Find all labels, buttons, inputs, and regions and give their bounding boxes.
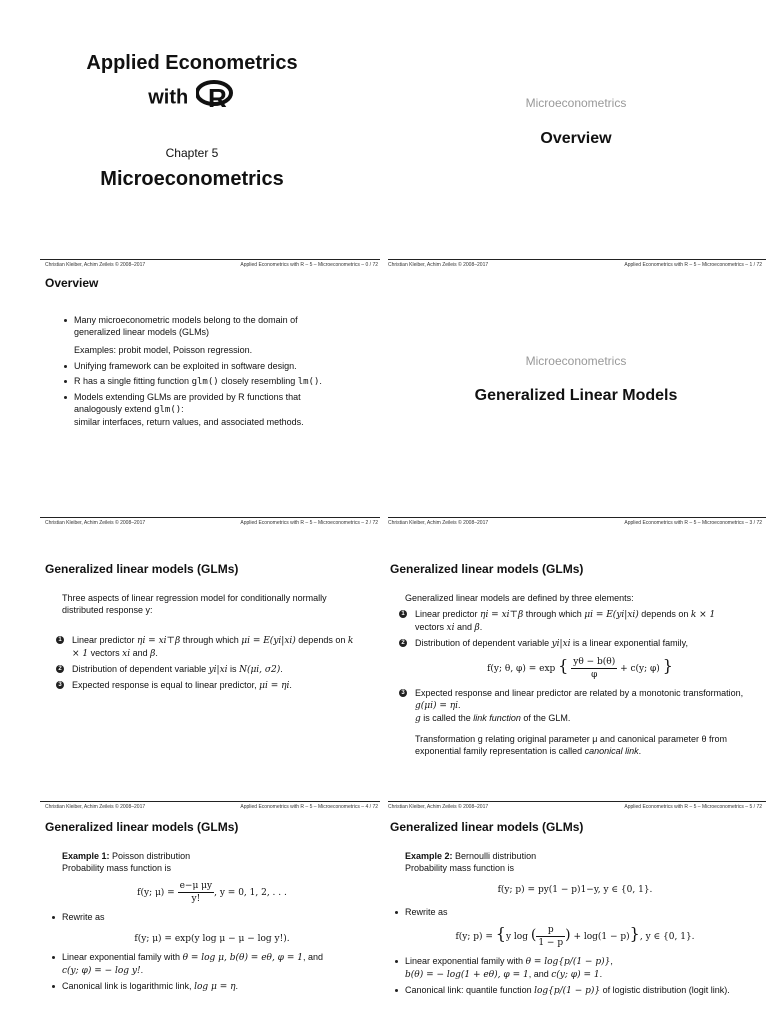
bullet-item: Many microeconometric models belong to the domain of generalized linear models (GLMs) Examples: probit model, Poisson regression. — [62, 314, 342, 356]
slide-glm-lm — [0, 516, 384, 800]
bullet-item: Rewrite as f(y; μ) = exp(y log μ − μ − log y!). — [50, 911, 362, 945]
equation-poisson-exp: f(y; μ) = exp(y log μ − μ − log y!). — [134, 934, 290, 944]
footer-authors: Christian Kleiber, Achim Zeileis © 2008–2017 — [45, 262, 146, 268]
bullet-item: Linear exponential family with θ = log μ, b(θ) = eθ, φ = 1, and c(y; φ) = − log y!. — [50, 951, 362, 977]
numbered-item: 3 Expected response and linear predictor are related by a monotonic transformation, g(μi) = ηi. g is called the link function of the GLM. Transformation g relating original parameter μ and canonical parameter θ from exponential family representation is called canonical link. — [393, 687, 745, 757]
bullet-item: Models extending GLMs are provided by R functions that analogously extend glm(): similar interfaces, return values, and associated methods. — [62, 391, 342, 428]
slide-body — [405, 850, 745, 1000]
r-logo-icon — [196, 80, 236, 116]
bullet-item: Rewrite as f(y; p) = {y log ( $\frac{p}{1 - p}$ ) + log(1 − p)}, y ∈ {0, 1}. — [393, 906, 745, 949]
chapter-title: Microeconometrics — [100, 168, 284, 190]
slide-overview-section — [384, 0, 768, 258]
r-logo-letter: R — [207, 83, 227, 110]
deck-title: Applied Econometrics — [86, 52, 298, 74]
numbered-item: 3 Expected response is equal to linear predictor, μi = ηi. — [50, 679, 362, 692]
footer-course: Applied Econometrics with R – 5 – Microeconometrics – 4 / 72 — [240, 804, 378, 810]
chapter-label: Chapter 5 — [165, 146, 219, 160]
slide-title — [0, 0, 384, 258]
intro-text: Three aspects of linear regression model for conditionally normally distributed response y: — [62, 593, 327, 615]
deck-title-with-word: with — [148, 86, 189, 109]
deck-title-with — [0, 80, 384, 116]
slide-body — [58, 592, 362, 695]
slide-title: Generalized linear models (GLMs) — [45, 562, 239, 576]
footer-authors: Christian Kleiber, Achim Zeileis © 2008–2017 — [45, 520, 146, 526]
slide-glm-def — [384, 516, 768, 800]
bullet-item: Canonical link is logarithmic link, log μ = η. — [50, 980, 362, 993]
footer-authors: Christian Kleiber, Achim Zeileis © 2008–2017 — [388, 804, 489, 810]
bullet-item: R has a single fitting function glm() closely resembling lm(). — [62, 375, 342, 388]
numbered-item: 1 Linear predictor ηi = xi⊤β through which μi = E(yi|xi) depends on k × 1 vectors xi and β. — [50, 634, 362, 660]
footer-course: Applied Econometrics with R – 5 – Microeconometrics – 1 / 72 — [624, 262, 762, 268]
equation-bernoulli-pmf: f(y; p) = py(1 − p)1−y, y ∈ {0, 1}. — [497, 885, 653, 895]
pmf-text: Probability mass function is — [405, 863, 515, 873]
bullet-item: Canonical link: quantile function log{p/(1 − p)} of logistic distribution (logit link). — [393, 984, 745, 997]
slide-overview — [0, 258, 384, 516]
pmf-text: Probability mass function is — [62, 863, 172, 873]
example-heading: Example 2: Bernoulli distribution — [405, 851, 537, 861]
section-label: Microeconometrics — [525, 96, 627, 110]
footer-authors: Christian Kleiber, Achim Zeileis © 2008–2017 — [388, 520, 489, 526]
numbered-item: 1 Linear predictor ηi = xi⊤β through which μi = E(yi|xi) depends on k × 1 vectors xi and β. — [393, 608, 745, 634]
section-heading: Overview — [540, 130, 612, 147]
slide-glm-section — [384, 258, 768, 516]
slide-title: Overview — [45, 276, 99, 290]
canonical-link-para: Transformation g relating original parameter μ and canonical parameter θ from exponential family representation is called canonical link. — [415, 734, 728, 756]
numbered-item: 2 Distribution of dependent variable yi|xi is N(μi, σ2). — [50, 663, 362, 676]
slide-bernoulli — [384, 800, 768, 1024]
slide-poisson — [0, 800, 384, 1024]
footer-authors: Christian Kleiber, Achim Zeileis © 2008–2017 — [45, 804, 146, 810]
slide-body — [401, 592, 745, 761]
footer-course: Applied Econometrics with R – 5 – Microeconometrics – 5 / 72 — [624, 804, 762, 810]
footer-course: Applied Econometrics with R – 5 – Microeconometrics – 0 / 72 — [240, 262, 378, 268]
intro-text: Generalized linear models are defined by three elements: — [405, 593, 634, 603]
equation-bernoulli-exp: f(y; p) = {y log ( $\frac{p}{1 - p}$ ) + log(1 − p)}, y ∈ {0, 1}. — [455, 924, 695, 948]
equation-exp-family: f(y; θ, φ) = exp { $\frac{y\theta - b(\theta)}{\varphi}$ + c(y; φ) } — [487, 656, 673, 680]
section-label: Microeconometrics — [525, 354, 627, 368]
footer-course: Applied Econometrics with R – 5 – Microeconometrics – 3 / 72 — [624, 520, 762, 526]
slide-title: Generalized linear models (GLMs) — [390, 562, 584, 576]
numbered-item: 2 Distribution of dependent variable yi|xi is a linear exponential family, f(y; θ, φ) = exp { $\frac{y\theta - b(\theta)}{\varphi}$ + c(y; φ) } — [393, 637, 745, 681]
section-heading: Generalized Linear Models — [474, 387, 678, 404]
bullet-examples: Examples: probit model, Poisson regression. — [74, 345, 253, 355]
example-heading: Example 1: Poisson distribution — [62, 851, 191, 861]
slide-title: Generalized linear models (GLMs) — [390, 820, 584, 834]
slide-title: Generalized linear models (GLMs) — [45, 820, 239, 834]
bullet-item: Unifying framework can be exploited in software design. — [62, 360, 342, 372]
slide-body — [62, 314, 342, 431]
slide-body — [62, 850, 362, 996]
footer-authors: Christian Kleiber, Achim Zeileis © 2008–2017 — [388, 262, 489, 268]
bullet-item: Linear exponential family with θ = log{p/(1 − p)}, b(θ) = − log(1 + eθ), φ = 1, and c(y; φ) = 1. — [393, 955, 745, 981]
equation-poisson-pmf: f(y; μ) = $\frac{\text{e−μ μy}}{y!}$ , y = 0, 1, 2, . . . — [137, 881, 287, 904]
footer-course: Applied Econometrics with R – 5 – Microeconometrics – 2 / 72 — [240, 520, 378, 526]
